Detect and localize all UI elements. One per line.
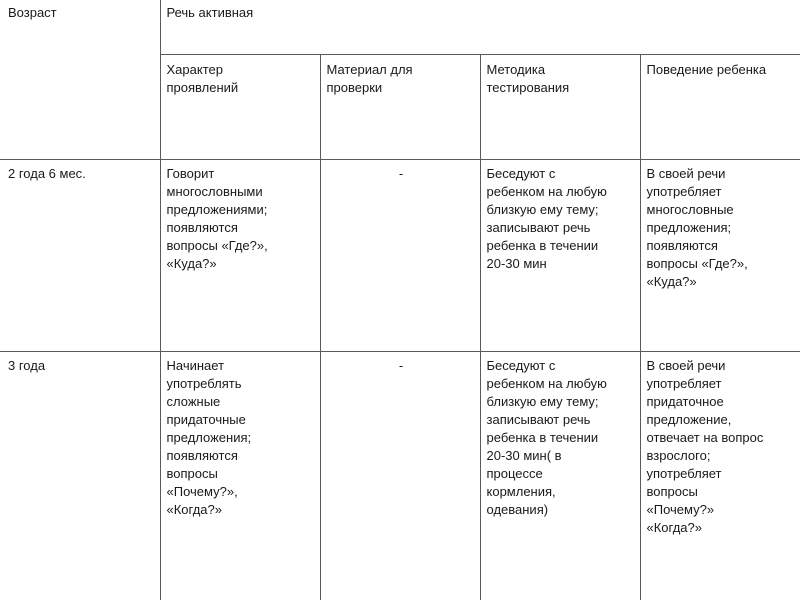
table-row	[0, 160, 800, 352]
row-behavior-cell: В своей речи употребляет многословные предложения; появляются вопросы «Где?», «Куда?»	[640, 160, 800, 352]
row-age-cell: 3 года	[0, 352, 160, 600]
header-group-cell: Речь активная	[160, 0, 800, 55]
header-column-behavior: Поведение ребенка	[640, 55, 800, 160]
row-age-cell: 2 года 6 мес.	[0, 160, 160, 352]
row-manifestation-cell: Говорит многословными предложениями; появляются вопросы «Где?», «Куда?»	[160, 160, 320, 352]
header-column-manifestation: Характер проявлений	[160, 55, 320, 160]
row-method-cell: Беседуют с ребенком на любую близкую ему тему; записывают речь ребенка в течении 20-30 мин( в процессе кормления, одевания)	[480, 352, 640, 600]
header-column-method: Методика тестирования	[480, 55, 640, 160]
row-behavior-cell: В своей речи употребляет придаточное предложение, отвечает на вопрос взрослого; употребляет вопросы «Почему?» «Когда?»	[640, 352, 800, 600]
row-material-cell: -	[320, 160, 480, 352]
header-age-cell: Возраст	[0, 0, 160, 160]
table-row	[0, 352, 800, 600]
header-column-material: Материал для проверки	[320, 55, 480, 160]
row-manifestation-cell: Начинает употреблять сложные придаточные предложения; появляются вопросы «Почему?», «Когда?»	[160, 352, 320, 600]
header-row-top	[0, 0, 800, 55]
row-method-cell: Беседуют с ребенком на любую близкую ему тему; записывают речь ребенка в течении 20-30 мин	[480, 160, 640, 352]
row-material-cell: -	[320, 352, 480, 600]
